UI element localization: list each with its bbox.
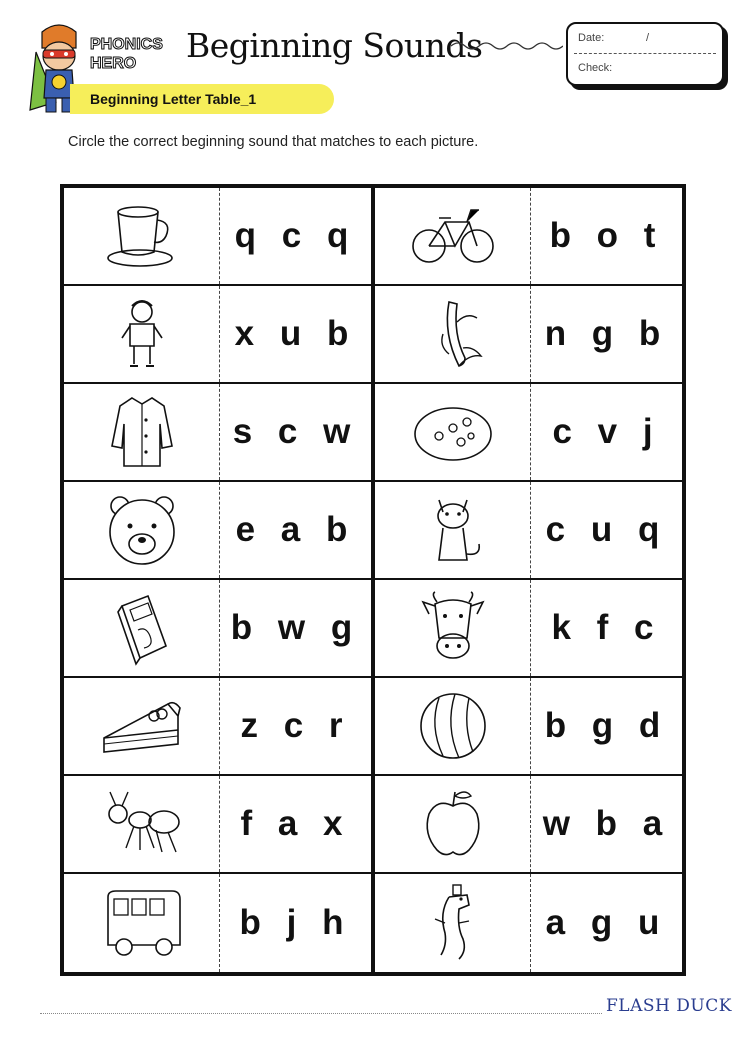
- subtitle-banner: [70, 84, 334, 114]
- letter-choices[interactable]: n g b: [544, 314, 669, 353]
- table-row: [64, 286, 371, 384]
- bear-icon: [98, 490, 186, 570]
- brand-line1: PHONICS: [90, 36, 163, 53]
- alligator-icon: [409, 883, 497, 963]
- letter-choices[interactable]: k f c: [551, 608, 662, 647]
- cake-icon: [98, 686, 186, 766]
- letter-choices[interactable]: a g u: [545, 903, 668, 942]
- table-row: [64, 188, 371, 286]
- table-row: [64, 678, 371, 776]
- table-row: [375, 482, 682, 580]
- footer-divider: [40, 1013, 602, 1014]
- letter-choices[interactable]: c v j: [552, 412, 661, 451]
- table-row: [375, 678, 682, 776]
- letter-table: [60, 184, 686, 976]
- letter-choices[interactable]: q c q: [234, 216, 357, 255]
- right-column: [375, 188, 682, 972]
- coat-icon: [98, 392, 186, 472]
- letter-choices[interactable]: b o t: [549, 216, 664, 255]
- table-row: [375, 286, 682, 384]
- letter-choices[interactable]: f a x: [240, 804, 351, 843]
- letter-choices[interactable]: z c r: [240, 706, 351, 745]
- date-separator: /: [646, 32, 650, 44]
- boy-icon: [98, 294, 186, 374]
- ant-icon: [98, 784, 186, 864]
- cup-icon: [98, 196, 186, 276]
- letter-choices[interactable]: s c w: [232, 412, 359, 451]
- letter-choices[interactable]: c u q: [545, 510, 668, 549]
- date-label: Date:: [578, 32, 605, 44]
- table-row: [64, 874, 371, 972]
- letter-choices[interactable]: b j h: [239, 903, 352, 942]
- footer-logo-text: FLASH DUCK: [606, 996, 732, 1016]
- check-label: Check:: [578, 62, 613, 74]
- table-row: [375, 188, 682, 286]
- cat-icon: [409, 490, 497, 570]
- page-title: Beginning Sounds: [186, 26, 483, 65]
- flash-duck-logo: [606, 996, 732, 1026]
- apple-icon: [409, 784, 497, 864]
- table-row: [64, 482, 371, 580]
- table-row: [375, 580, 682, 678]
- letter-choices[interactable]: x u b: [234, 314, 357, 353]
- book-icon: [98, 588, 186, 668]
- instruction-text: Circle the correct beginning sound that matches to each picture.: [68, 134, 479, 150]
- subtitle: Beginning Letter Table_1: [90, 91, 257, 107]
- letter-choices[interactable]: b w g: [230, 608, 361, 647]
- banana-icon: [409, 294, 497, 374]
- left-column: [64, 188, 371, 972]
- bicycle-icon: [409, 196, 497, 276]
- letter-choices[interactable]: e a b: [235, 510, 356, 549]
- letter-choices[interactable]: w b a: [542, 804, 671, 843]
- letter-choices[interactable]: b g d: [544, 706, 669, 745]
- bus-icon: [98, 883, 186, 963]
- table-row: [375, 874, 682, 972]
- table-row: [375, 384, 682, 482]
- table-row: [375, 776, 682, 874]
- phonics-hero-logo: [88, 32, 180, 72]
- wavy-line: [451, 38, 563, 54]
- date-check-box: [566, 22, 724, 86]
- cow-icon: [409, 588, 497, 668]
- table-row: [64, 384, 371, 482]
- date-divider: [574, 53, 716, 54]
- table-row: [64, 776, 371, 874]
- cookie-icon: [409, 392, 497, 472]
- table-row: [64, 580, 371, 678]
- brand-line2: HERO: [90, 55, 137, 72]
- ball-icon: [409, 686, 497, 766]
